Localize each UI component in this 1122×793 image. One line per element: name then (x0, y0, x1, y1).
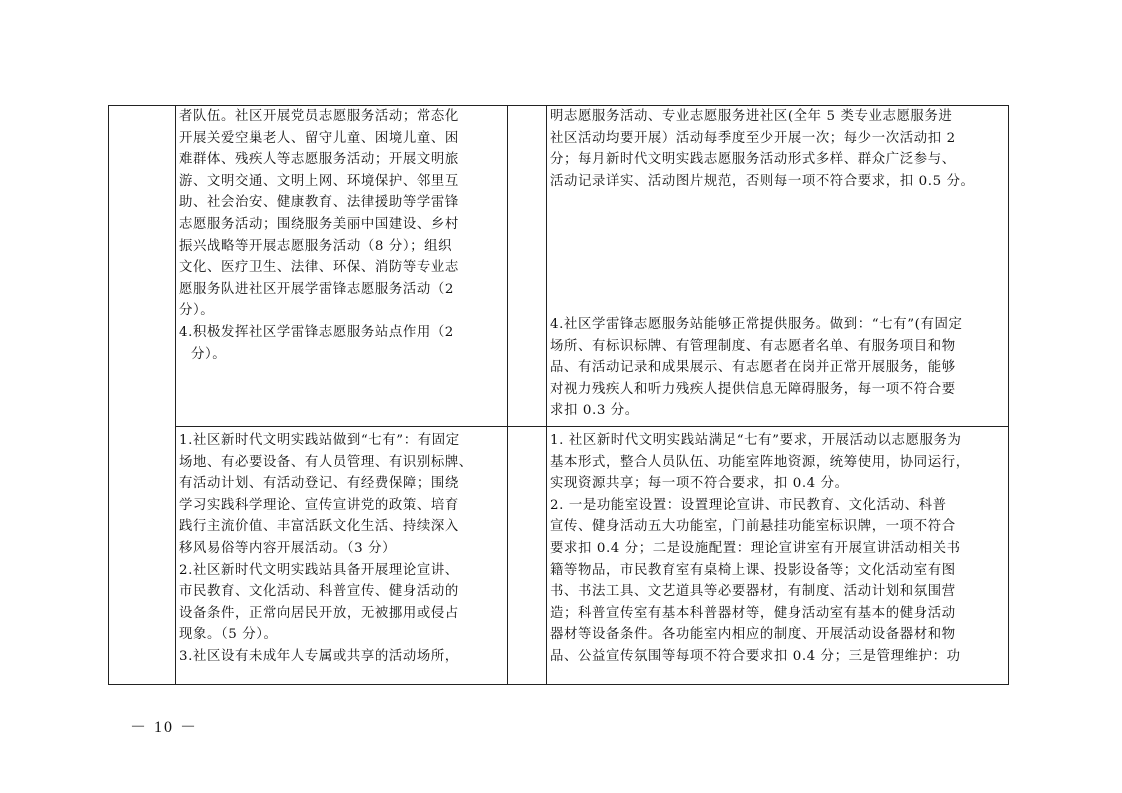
row1-criteria-cell (179, 106, 505, 365)
row2-scoring-cell (550, 430, 1006, 668)
text-line: 1.社区新时代文明实践站做到“七有”：有固定 (179, 433, 460, 448)
text-line: 2.社区新时代文明实践站具备开展理论宣讲、 (179, 562, 459, 578)
text-line: 书、书法工具、文艺道具等必要器材，有制度、活动计划和氛围营 (550, 584, 956, 600)
table-col-divider-1 (175, 105, 176, 685)
text-line: 4.社区学雷锋志愿服务站能够正常提供服务。做到：“七有”(有固定 (550, 317, 963, 332)
text-line: 1. 社区新时代文明实践站满足“七有”要求，开展活动以志愿服务为 (550, 433, 962, 448)
text-line: 4.积极发挥社区学雷锋志愿服务站点作用（2 (179, 324, 454, 340)
text-line: 基本形式，整合人员队伍、功能室阵地资源，统筹使用，协同运行， (550, 454, 970, 470)
text-line: 分）。 (191, 346, 227, 362)
text-line: 对视力残疾人和听力残疾人提供信息无障碍服务，每一项不符合要 (550, 381, 956, 397)
text-line: 愿服务队进社区开展学雷锋志愿服务活动（2 (179, 281, 454, 297)
text-line: 开展关爱空巢老人、留守儿童、困境儿童、困 (179, 130, 459, 146)
text-line: 者队伍。社区开展党员志愿服务活动；常态化 (179, 109, 459, 124)
assessment-table (108, 105, 1009, 685)
text-line: 实现资源共享；每一项不符合要求，扣 0.4 分。 (550, 476, 849, 492)
text-line: 明志愿服务活动、专业志愿服务进社区(全年 5 类专业志愿服务进 (550, 109, 953, 124)
text-line: 有活动计划、有活动登记、有经费保障；围绕 (179, 476, 459, 492)
text-line: 践行主流价值、丰富活跃文化生活、持续深入 (179, 519, 459, 535)
text-line: 现象。（5 分）。 (179, 627, 278, 643)
text-line: 分；每月新时代文明实践志愿服务活动形式多样、群众广泛参与、 (550, 152, 956, 168)
text-line: 助、社会治安、健康教育、法律援助等学雷锋 (179, 195, 459, 211)
table-border-right (1008, 105, 1009, 685)
text-line: 难群体、残疾人等志愿服务活动；开展文明旅 (179, 152, 459, 168)
table-border-left (108, 105, 109, 685)
text-line: 求扣 0.3 分。 (550, 403, 639, 419)
text-line: 品、有活动记录和成果展示、有志愿者在岗并正常开展服务，能够 (550, 360, 956, 376)
text-line: 场所、有标识标牌、有管理制度、有志愿者名单、有服务项目和物 (550, 338, 956, 354)
text-line: 2. 一是功能室设置：设置理论宣讲、市民教育、文化活动、科普 (550, 497, 947, 513)
text-line: 振兴战略等开展志愿服务活动（8 分）；组织 (179, 238, 453, 254)
text-line: 活动记录详实、活动图片规范，否则每一项不符合要求，扣 0.5 分。 (550, 173, 975, 189)
text-line: 宣传、健身活动五大功能室，门前悬挂功能室标识牌，一项不符合 (550, 519, 956, 535)
page-number: － 10 － (130, 719, 199, 736)
row1-scoring-cell-lower (550, 314, 1006, 422)
text-line: 移风易俗等内容开展活动。（3 分） (179, 540, 397, 556)
text-line: 文化、医疗卫生、法律、环保、消防等专业志 (179, 260, 459, 276)
row2-criteria-cell (179, 430, 505, 668)
text-line: 游、文明交通、文明上网、环境保护、邻里互 (179, 173, 459, 189)
text-line: 志愿服务活动；围绕服务美丽中国建设、乡村 (179, 216, 459, 232)
text-line: 社区活动均要开展）活动每季度至少开展一次；每少一次活动扣 2 (550, 130, 956, 146)
table-col-divider-3 (546, 105, 547, 685)
table-border-bottom (108, 684, 1009, 685)
row1-scoring-cell-upper (550, 106, 1006, 192)
text-line: 器材等设备条件。各功能室内相应的制度、开展活动设备器材和物 (550, 627, 956, 643)
text-line: 品、公益宣传氛围等每项不符合要求扣 0.4 分；三是管理维护：功 (550, 648, 961, 664)
text-line: 要求扣 0.4 分；二是设施配置：理论宣讲室有开展宣讲活动相关书 (550, 540, 961, 556)
table-row-divider (175, 426, 1009, 427)
text-line: 造；科普宣传室有基本科普器材等，健身活动室有基本的健身活动 (550, 605, 956, 621)
text-line: 场地、有必要设备、有人员管理、有识别标牌、 (179, 454, 473, 470)
text-line: 3.社区设有未成年人专属或共享的活动场所， (179, 648, 459, 664)
text-line: 分）。 (179, 303, 215, 319)
text-line: 市民教育、文化活动、科普宣传、健身活动的 (179, 584, 459, 600)
text-line: 学习实践科学理论、宣传宣讲党的政策、培育 (179, 497, 459, 513)
text-line: 设备条件，正常向居民开放，无被挪用或侵占 (179, 605, 459, 621)
table-col-divider-2 (507, 105, 508, 685)
text-line: 籍等物品，市民教育室有桌椅上课、投影设备等；文化活动室有图 (550, 562, 956, 578)
